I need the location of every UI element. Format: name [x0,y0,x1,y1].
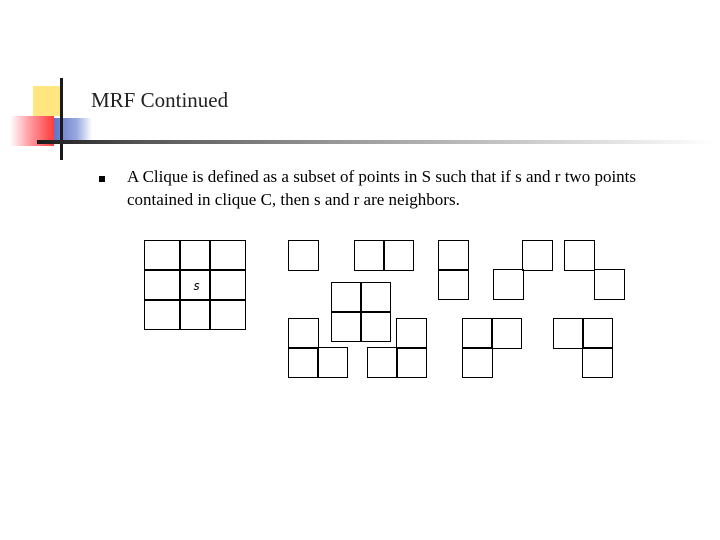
title-underline-rule [37,140,717,144]
bullet-text: A Clique is defined as a subset of points in S such that if s and r two points contained in clique C, then s and r are neighbors. [127,167,637,209]
grid-cell [209,269,246,301]
clique-cell [288,347,319,378]
clique-cell [462,318,493,349]
logo-yellow-square [33,86,63,116]
clique-cell [360,282,391,313]
clique-cell [493,269,524,300]
clique-cell [553,318,584,349]
grid-cell [179,240,211,271]
clique-cell [354,240,385,271]
clique-cell [462,347,493,378]
bullet-marker [99,176,105,182]
clique-cell [288,240,319,271]
clique-cell [564,240,595,271]
grid-cell [179,299,211,330]
clique-cell [331,311,362,342]
clique-cell [582,347,613,378]
clique-cell [396,347,427,378]
grid-cell [209,240,246,271]
clique-cell [317,347,348,378]
clique-cell [594,269,625,300]
clique-cell [491,318,522,349]
clique-cell [331,282,362,313]
clique-cell [522,240,553,271]
clique-cell [582,318,613,349]
clique-cell [383,240,414,271]
site-label-s: s [193,279,201,293]
grid-cell [209,299,246,330]
grid-cell [144,299,181,330]
clique-cell [360,311,391,342]
grid-cell [144,240,181,271]
clique-cell [396,318,427,349]
grid-cell [144,269,181,301]
clique-cell [438,269,469,300]
clique-cell [288,318,319,349]
logo-vertical-rule [60,78,63,160]
slide-title: MRF Continued [91,88,229,112]
clique-cell [438,240,469,271]
clique-cell [367,347,398,378]
